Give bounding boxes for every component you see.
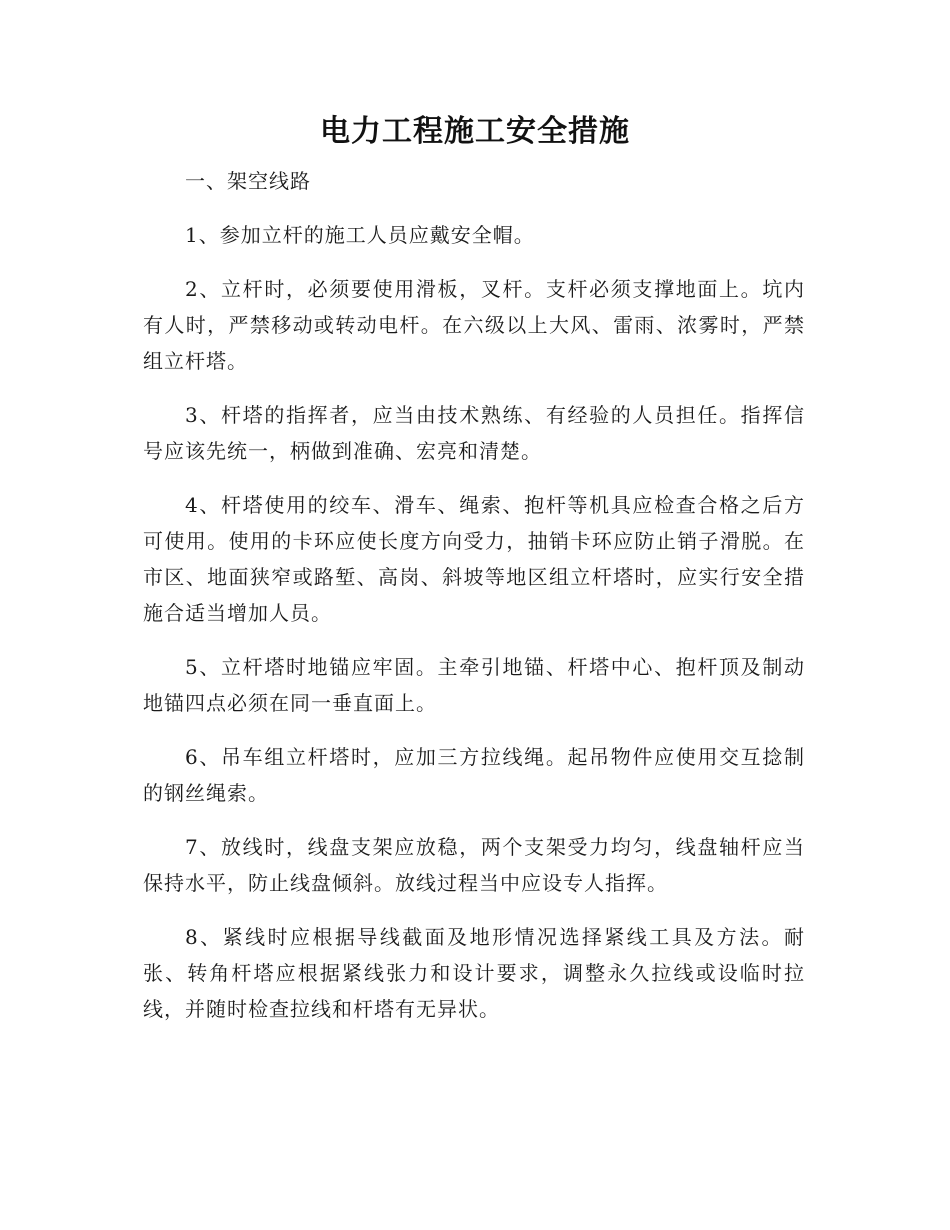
page-title: 电力工程施工安全措施 — [320, 114, 630, 149]
paragraph-item-8: 8、紧线时应根据导线截面及地形情况选择紧线工具及方法。耐张、转角杆塔应根据紧线张力和设计要求，调整永久拉线或设临时拉线，并随时检查拉线和杆塔有无异状。 — [143, 925, 805, 1021]
section-heading: 一、架空线路 — [185, 169, 311, 193]
paragraph-item-6: 6、吊车组立杆塔时，应加三方拉线绳。起吊物件应使用交互捻制的钢丝绳索。 — [143, 745, 805, 805]
paragraph-item-1: 1、参加立杆的施工人员应戴安全帽。 — [185, 223, 535, 247]
paragraph-item-5: 5、立杆塔时地锚应牢固。主牵引地锚、杆塔中心、抱杆顶及制动地锚四点必须在同一垂直面上。 — [143, 655, 805, 715]
paragraph-item-4: 4、杆塔使用的绞车、滑车、绳索、抱杆等机具应检查合格之后方可使用。使用的卡环应使长度方向受力，抽销卡环应防止销子滑脱。在市区、地面狭窄或路堑、高岗、斜坡等地区组立杆塔时，应实行安全措施合适当增加人员。 — [143, 493, 805, 625]
paragraph-item-7: 7、放线时，线盘支架应放稳，两个支架受力均匀，线盘轴杆应当保持水平，防止线盘倾斜。放线过程当中应设专人指挥。 — [143, 835, 805, 895]
paragraph-item-3: 3、杆塔的指挥者，应当由技术熟练、有经验的人员担任。指挥信号应该先统一，柄做到准确、宏亮和清楚。 — [143, 403, 805, 463]
paragraph-item-2: 2、立杆时，必须要使用滑板，叉杆。支杆必须支撑地面上。坑内有人时，严禁移动或转动电杆。在六级以上大风、雷雨、浓雾时，严禁组立杆塔。 — [143, 277, 805, 373]
document-body — [143, 163, 805, 1045]
